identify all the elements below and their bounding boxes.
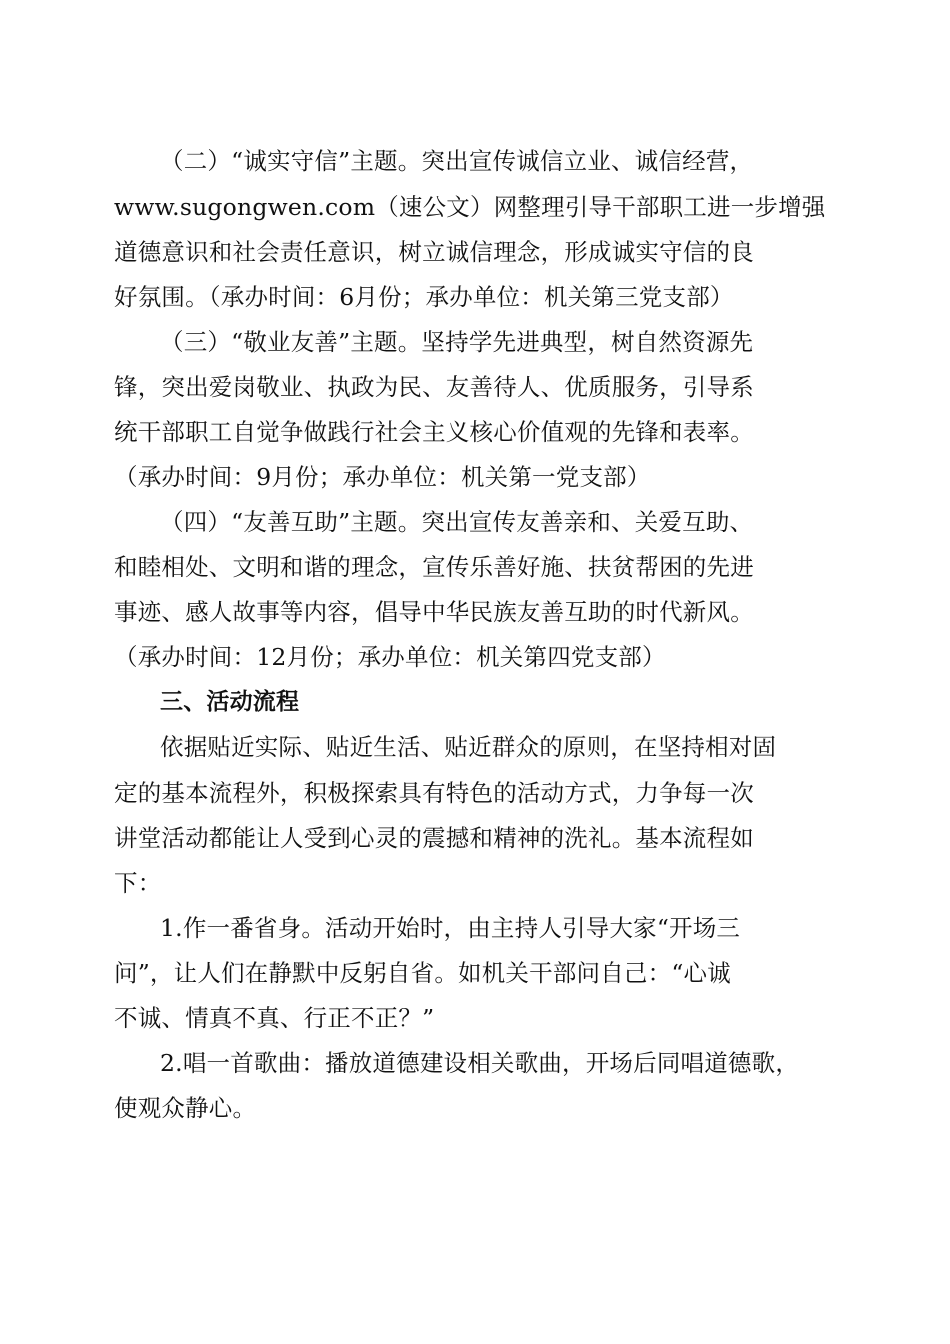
paragraph-4-line-2: 和睦相处、文明和谐的理念，宣传乐善好施、扶贫帮困的先进 (114, 553, 754, 581)
paragraph-4-line-3: 事迹、感人故事等内容，倡导中华民族友善互助的时代新风。 (114, 598, 754, 626)
flow-intro-line-1: 依据贴近实际、贴近生活、贴近群众的原则，在坚持相对固 (160, 733, 777, 761)
paragraph-2-line-1: （二）“诚实守信”主题。突出宣传诚信立业、诚信经营， (160, 147, 754, 175)
paragraph-3-line-1: （三）“敬业友善”主题。坚持学先进典型，树自然资源先 (160, 328, 754, 356)
paragraph-2-line-2: www.sugongwen.com（速公文）网整理引导干部职工进一步增强 (114, 193, 826, 221)
paragraph-3-line-4: （承办时间：9月份；承办单位：机关第一党支部） (114, 463, 651, 491)
flow-intro-line-3: 讲堂活动都能让人受到心灵的震撼和精神的洗礼。基本流程如 (114, 824, 754, 852)
paragraph-4-line-4: （承办时间：12月份；承办单位：机关第四党支部） (114, 643, 666, 671)
paragraph-3-line-2: 锋，突出爱岗敬业、执政为民、友善待人、优质服务，引导系 (114, 373, 754, 401)
flow-intro-line-4: 下： (114, 869, 162, 897)
paragraph-3-line-3: 统干部职工自觉争做践行社会主义核心价值观的先锋和表率。 (114, 418, 754, 446)
step-2-line-1: 2.唱一首歌曲：播放道德建设相关歌曲，开场后同唱道德歌， (160, 1049, 800, 1077)
step-1-line-1: 1.作一番省身。活动开始时，由主持人引导大家“开场三 (160, 914, 741, 942)
paragraph-2-line-3: 道德意识和社会责任意识，树立诚信理念，形成诚实守信的良 (114, 238, 754, 266)
paragraph-2-line-4: 好氛围。（承办时间：6月份；承办单位：机关第三党支部） (114, 283, 734, 311)
step-1-line-2: 问”，让人们在静默中反躬自省。如机关干部问自己：“心诚 (114, 959, 731, 987)
paragraph-4-line-1: （四）“友善互助”主题。突出宣传友善亲和、关爱互助、 (160, 508, 754, 536)
step-1-line-3: 不诚、情真不真、行正不正？” (114, 1004, 435, 1032)
section-heading: 三、活动流程 (160, 689, 300, 715)
flow-intro-line-2: 定的基本流程外，积极探索具有特色的活动方式，力争每一次 (114, 779, 754, 807)
step-2-line-2: 使观众静心。 (114, 1094, 257, 1122)
